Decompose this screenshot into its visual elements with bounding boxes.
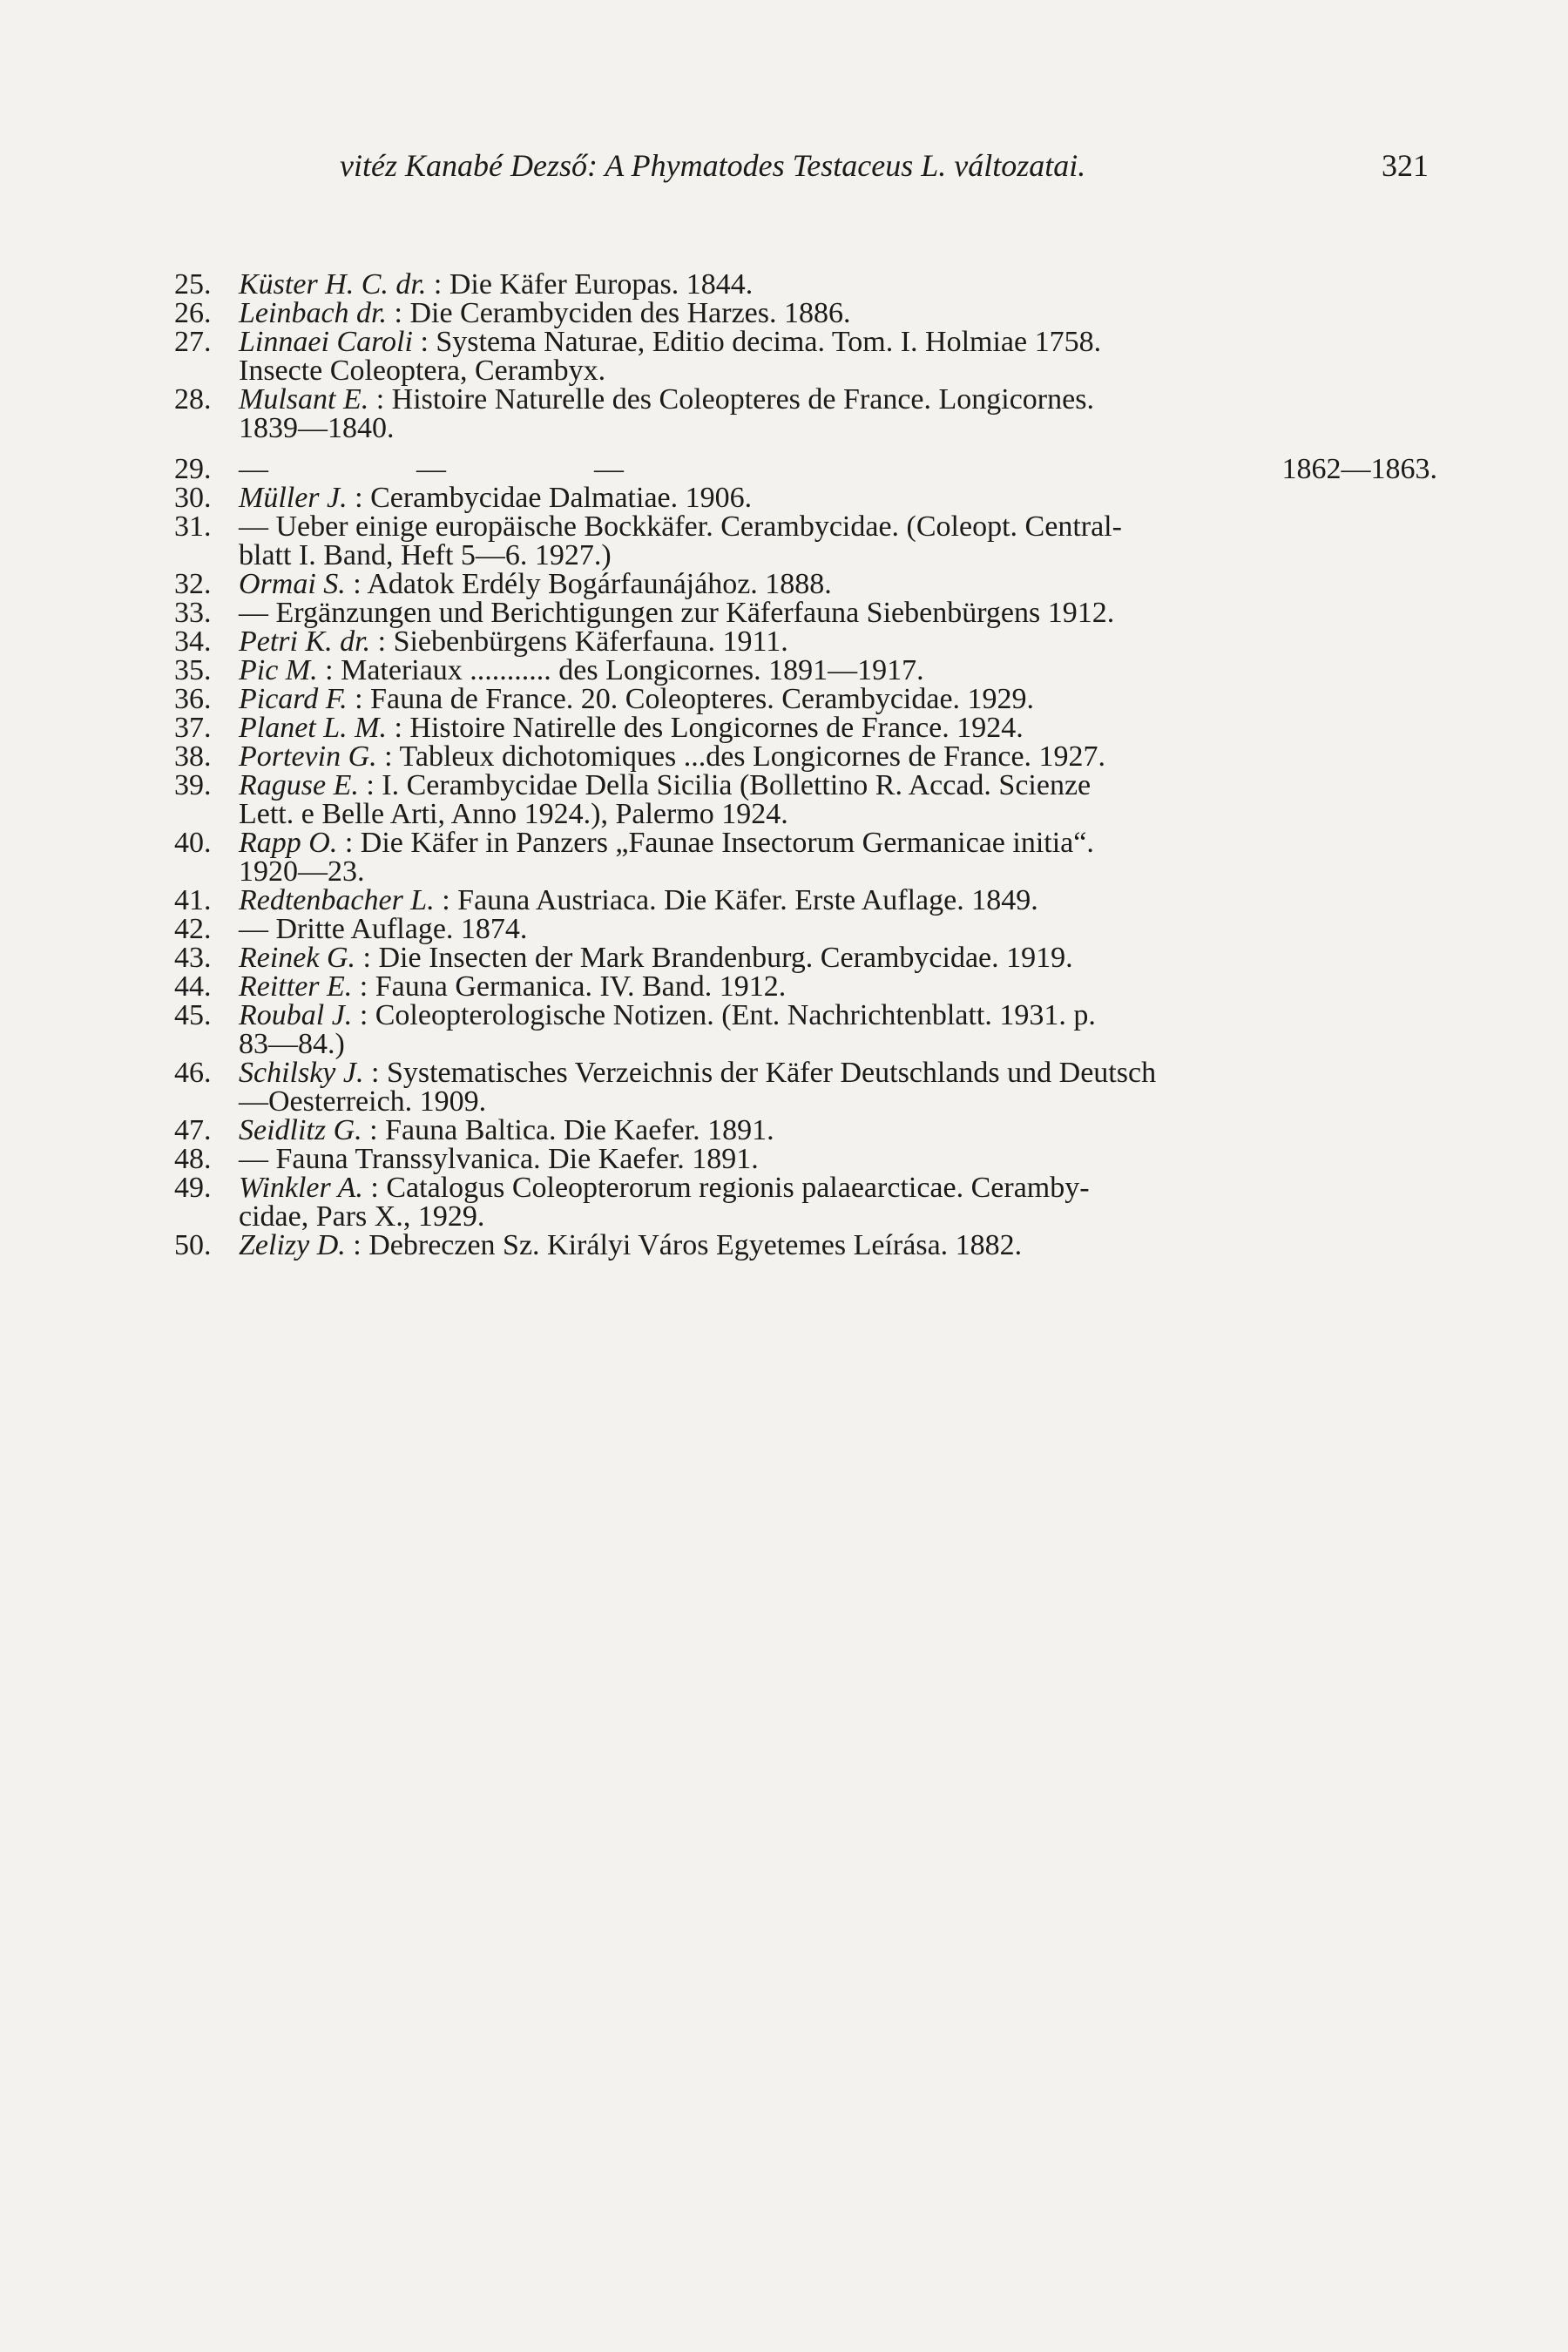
reference-author: Reinek G. [239,942,356,974]
reference-number: 45. [174,999,212,1031]
reference-text: : Die Cerambyciden des Harzes. 1886. [387,297,851,329]
reference-author: Petri K. dr. [239,625,371,658]
reference-number: 27. [174,326,212,358]
reference-entry [174,972,1437,1001]
reference-year-range: 1862—1863. [1281,453,1437,485]
reference-entry [174,943,1437,972]
reference-text: — — — [239,453,624,485]
reference-number: 37. [174,712,212,744]
reference-entry [174,512,1437,570]
reference-number: 42. [174,913,212,945]
reference-text: : Adatok Erdély Bogárfaunájához. 1888. [345,568,832,600]
reference-text: : Die Käfer Europas. 1844. [426,268,754,301]
reference-number: 44. [174,970,212,1003]
running-title: vitéz Kanabé Dezső: A Phymatodes Testaceus L. változatai. [340,148,1086,183]
reference-text: : Histoire Naturelle des Coleopteres de France. Longicornes. [368,383,1094,416]
reference-text: : Cerambycidae Dalmatiae. 1906. [347,482,753,514]
reference-number: 35. [174,654,212,686]
reference-text: : Systema Naturae, Editio decima. Tom. I. Holmiae 1758. [412,326,1102,358]
reference-number: 39. [174,769,212,801]
reference-text: : Siebenbürgens Käferfauna. 1911. [370,625,788,658]
reference-entry [174,385,1437,443]
page-number: 321 [1382,148,1429,183]
reference-number: 47. [174,1114,212,1146]
reference-entry [174,328,1437,385]
reference-continuation: 1920—23. [239,855,365,888]
reference-text: : Fauna Germanica. IV. Band. 1912. [352,970,787,1003]
reference-entry [174,570,1437,598]
reference-text: — Dritte Auflage. 1874. [239,913,528,945]
reference-list [174,270,1437,1260]
reference-author: Winkler A. [239,1172,363,1204]
running-header [340,146,1429,185]
reference-continuation: 1839—1840. [239,412,395,444]
reference-entry [174,1001,1437,1058]
reference-author: Küster H. C. dr. [239,268,427,301]
reference-text: : I. Cerambycidae Della Sicilia (Bollettino R. Accad. Scienze [358,769,1092,801]
reference-author: Portevin G. [239,740,377,773]
reference-number: 34. [174,625,212,658]
reference-continuation: 83—84.) [239,1028,345,1060]
reference-author: Ormai S. [239,568,346,600]
reference-entry [174,656,1437,685]
reference-number: 43. [174,942,212,974]
reference-continuation: Insecte Coleoptera, Cerambyx. [239,355,606,387]
reference-entry [174,685,1437,713]
reference-author: Mulsant E. [239,383,369,416]
reference-author: Picard F. [239,683,348,715]
reference-entry [174,270,1437,299]
reference-text: : Histoire Natirelle des Longicornes de France. 1924. [386,712,1024,744]
reference-continuation: blatt I. Band, Heft 5—6. 1927.) [239,539,612,571]
reference-entry [174,828,1437,886]
reference-number: 49. [174,1172,212,1204]
reference-author: Roubal J. [239,999,353,1031]
reference-number: 25. [174,268,212,301]
reference-number: 33. [174,597,212,629]
reference-entry [174,1058,1437,1116]
reference-text: : Debreczen Sz. Királyi Város Egyetemes Leírása. 1882. [345,1229,1023,1261]
reference-text: : Fauna Austriaca. Die Käfer. Erste Auflage. 1849. [434,884,1038,916]
reference-text: : Materiaux ........... des Longicornes. 1891—1917. [317,654,924,686]
reference-entry [174,1173,1437,1231]
reference-author: Rapp O. [239,827,338,859]
reference-entry [174,742,1437,771]
reference-number: 36. [174,683,212,715]
reference-number: 41. [174,884,212,916]
reference-number: 29. [174,453,212,485]
reference-text: : Systematisches Verzeichnis der Käfer Deutschlands und Deutsch [363,1057,1157,1089]
reference-entry [174,915,1437,943]
reference-entry [174,1231,1437,1260]
reference-entry [174,299,1437,328]
reference-text: — Ergänzungen und Berichtigungen zur Käferfauna Siebenbürgens 1912. [239,597,1115,629]
reference-text: : Fauna Baltica. Die Kaefer. 1891. [362,1114,774,1146]
reference-number: 50. [174,1229,212,1261]
reference-entry [174,1116,1437,1145]
reference-author: Leinbach dr. [239,297,387,329]
reference-author: Linnaei Caroli [239,326,413,358]
reference-text: : Die Insecten der Mark Brandenburg. Cerambycidae. 1919. [355,942,1073,974]
reference-number: 32. [174,568,212,600]
reference-entry [174,886,1437,915]
reference-author: Reitter E. [239,970,353,1003]
reference-author: Raguse E. [239,769,359,801]
reference-number: 30. [174,482,212,514]
reference-author: Seidlitz G. [239,1114,362,1146]
reference-continuation: cidae, Pars X., 1929. [239,1200,485,1233]
reference-continuation: —Oesterreich. 1909. [239,1085,487,1118]
reference-entry [174,1145,1437,1173]
reference-number: 26. [174,297,212,329]
reference-number: 28. [174,383,212,416]
reference-text: : Coleopterologische Notizen. (Ent. Nachrichtenblatt. 1931. p. [352,999,1096,1031]
reference-author: Schilsky J. [239,1057,364,1089]
reference-entry [174,771,1437,828]
reference-text: : Tableux dichotomiques ...des Longicornes de France. 1927. [376,740,1106,773]
reference-author: Planet L. M. [239,712,387,744]
reference-author: Zelizy D. [239,1229,346,1261]
reference-text: — Ueber einige europäische Bockkäfer. Cerambycidae. (Coleopt. Central- [239,510,1122,543]
reference-number: 38. [174,740,212,773]
reference-text: : Die Käfer in Panzers „Faunae Insectorum Germanicae initia“. [337,827,1094,859]
reference-entry [174,483,1437,512]
reference-author: Müller J. [239,482,348,514]
reference-entry [174,455,1437,483]
reference-entry [174,598,1437,627]
reference-entry [174,713,1437,742]
reference-number: 48. [174,1143,212,1175]
reference-continuation: Lett. e Belle Arti, Anno 1924.), Palermo 1924. [239,798,788,830]
reference-author: Redtenbacher L. [239,884,435,916]
reference-text: : Fauna de France. 20. Coleopteres. Cerambycidae. 1929. [347,683,1035,715]
reference-text: — Fauna Transsylvanica. Die Kaefer. 1891. [239,1143,759,1175]
reference-number: 40. [174,827,212,859]
reference-number: 46. [174,1057,212,1089]
reference-entry [174,627,1437,656]
reference-number: 31. [174,510,212,543]
reference-author: Pic M. [239,654,318,686]
reference-text: : Catalogus Coleopterorum regionis palaearcticae. Ceramby- [362,1172,1090,1204]
